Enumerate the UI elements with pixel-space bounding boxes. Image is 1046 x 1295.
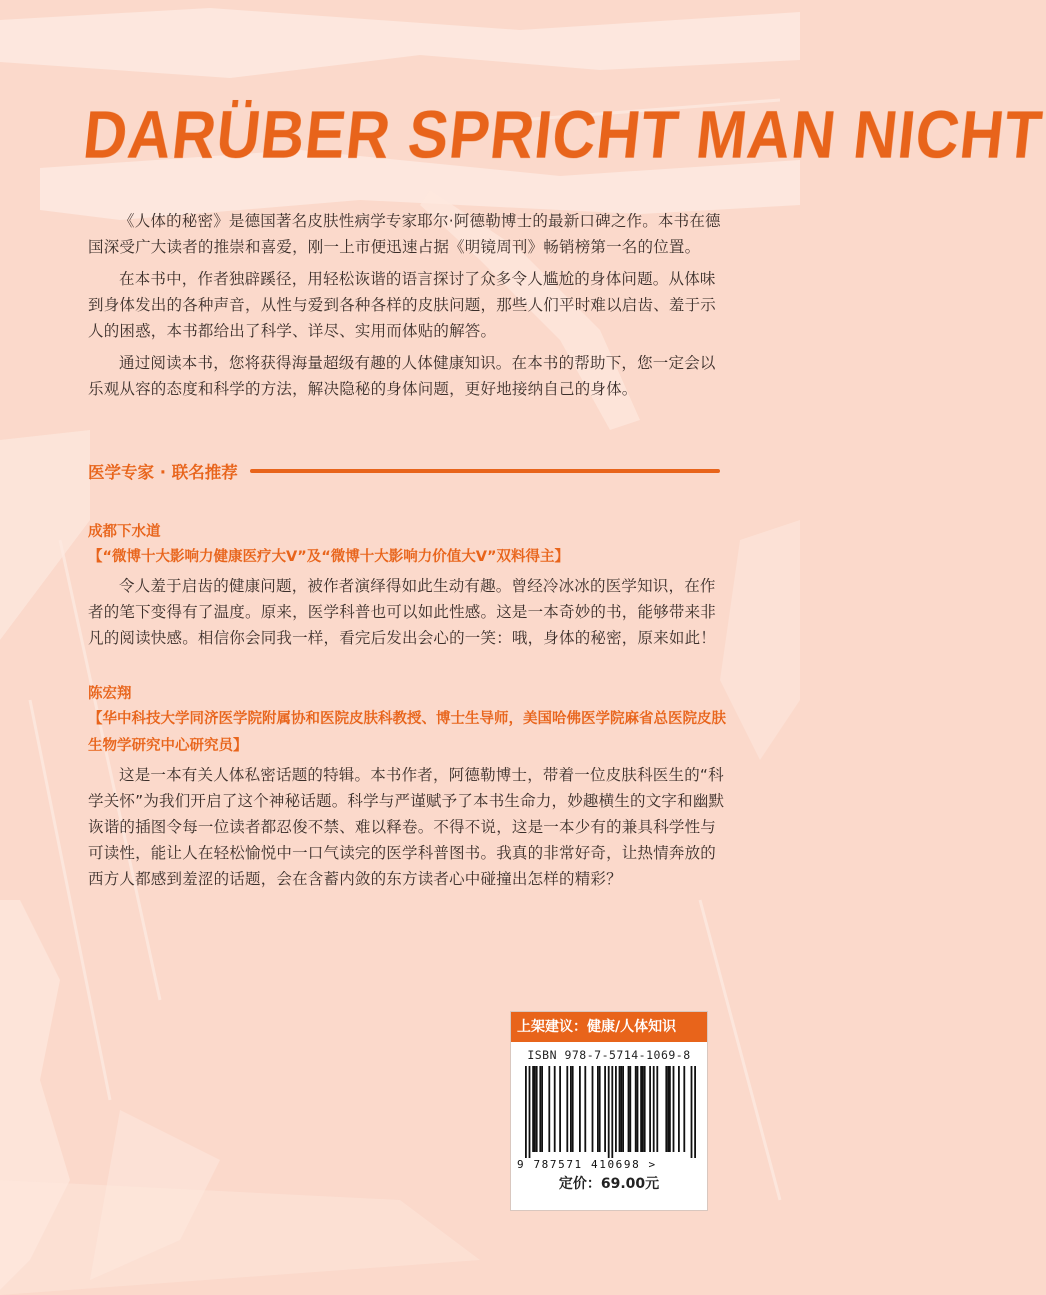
barcode-digits: 9 787571 410698 > bbox=[517, 1158, 657, 1171]
barcode-bar bbox=[640, 1066, 642, 1152]
barcode-bar bbox=[541, 1066, 543, 1152]
barcode-bar bbox=[642, 1066, 644, 1152]
barcode-bar bbox=[572, 1066, 574, 1152]
expert-recommendation bbox=[88, 682, 728, 898]
barcode-bar bbox=[649, 1066, 651, 1152]
barcode-bar bbox=[644, 1066, 646, 1152]
barcode-bar bbox=[608, 1066, 610, 1158]
expert-name: 成都下水道 bbox=[88, 524, 161, 540]
barcode-bar bbox=[667, 1066, 669, 1152]
book-title: DARÜBER SPRICHT MAN NICHT bbox=[79, 97, 1046, 173]
barcode-bar bbox=[525, 1066, 527, 1158]
description-paragraph: 《人体的秘密》是德国著名皮肤性病学专家耶尔·阿德勒博士的最新口碑之作。本书在德国深受广大读者的推崇和喜爱，刚一上市便迅速占据《明镜周刊》畅销榜第一名的位置。 bbox=[88, 212, 721, 256]
barcode-bar bbox=[566, 1066, 568, 1152]
barcode-bar bbox=[584, 1066, 586, 1152]
barcode-bar bbox=[620, 1066, 622, 1152]
barcode-bar bbox=[694, 1066, 696, 1158]
barcode-bar bbox=[678, 1066, 680, 1152]
expert-name: 陈宏翔 bbox=[88, 686, 132, 702]
isbn-number: ISBN 978-7-5714-1069-8 bbox=[527, 1048, 691, 1062]
expert-recommendation bbox=[88, 520, 728, 657]
barcode-bar bbox=[691, 1066, 693, 1158]
barcode-bar bbox=[534, 1066, 536, 1152]
description-paragraph: 在本书中，作者独辟蹊径，用轻松诙谐的语言探讨了众多令人尴尬的身体问题。从体味到身体发出的各种声音，从性与爱到各种各样的皮肤问题，那些人们平时难以启齿、羞于示人的困惑，本书都给出了科学、详尽、实用而体贴的解答。 bbox=[88, 270, 717, 340]
book-description bbox=[88, 208, 728, 408]
barcode-bar bbox=[669, 1066, 671, 1152]
barcode-bar bbox=[548, 1066, 550, 1152]
expert-quote: 令人羞于启齿的健康问题，被作者演绎得如此生动有趣。曾经冷冰冰的医学知识，在作者的笔下变得有了温度。原来，医学科普也可以如此性感。这是一本奇妙的书，能够带来非凡的阅读快感。相信你会同我一样，看完后发出会心的一笑：哦，身体的秘密，原来如此！ bbox=[88, 577, 717, 647]
barcode-bar bbox=[529, 1066, 531, 1158]
barcode-bar bbox=[683, 1066, 685, 1152]
barcode-bar bbox=[554, 1066, 556, 1152]
barcode-bar bbox=[539, 1066, 541, 1152]
section-divider bbox=[250, 469, 720, 473]
barcode-bar bbox=[628, 1066, 630, 1152]
barcode-bar bbox=[656, 1066, 658, 1152]
price-label: 定价：69.00元 bbox=[558, 1176, 660, 1192]
barcode-bar bbox=[653, 1066, 655, 1152]
shelf-category-label: 上架建议：健康/人体知识 bbox=[511, 1012, 707, 1042]
barcode-bar bbox=[629, 1066, 631, 1152]
expert-quote: 这是一本有关人体私密话题的特辑。本书作者，阿德勒博士，带着一位皮肤科医生的“科学关怀”为我们开启了这个神秘话题。科学与严谨赋予了本书生命力，妙趣横生的文字和幽默诙谐的插图令每一位读者都忍俊不禁、难以释卷。不得不说，这是一本少有的兼具科学性与可读性，能让人在轻松愉悦中一口气读完的医学科普图书。我真的非常好奇，让热情奔放的西方人都感到羞涩的话题，会在含蓄内敛的东方读者心中碰撞出怎样的精彩？ bbox=[88, 766, 725, 888]
barcode-bar bbox=[619, 1066, 621, 1152]
barcode-bar bbox=[579, 1066, 581, 1152]
barcode-bar bbox=[615, 1066, 617, 1152]
recommendations-header bbox=[88, 456, 720, 486]
barcode-bar bbox=[597, 1066, 599, 1152]
barcode-bar bbox=[532, 1066, 534, 1152]
barcode-bar bbox=[559, 1066, 561, 1152]
description-paragraph: 通过阅读本书，您将获得海量超级有趣的人体健康知识。在本书的帮助下，您一定会以乐观从容的态度和科学的方法，解决隐秘的身体问题，更好地接纳自己的身体。 bbox=[88, 354, 716, 398]
barcode-graphic bbox=[517, 1064, 703, 1160]
barcode-bar bbox=[570, 1066, 572, 1152]
barcode-bar bbox=[673, 1066, 675, 1152]
barcode-bar bbox=[622, 1066, 624, 1152]
section-title: 医学专家 · 联名推荐 bbox=[88, 463, 238, 482]
barcode-bar bbox=[665, 1066, 667, 1152]
barcode-bar bbox=[635, 1066, 637, 1152]
barcode-bar bbox=[604, 1066, 606, 1152]
barcode-bar bbox=[536, 1066, 538, 1152]
barcode-bar bbox=[611, 1066, 613, 1158]
barcode-panel bbox=[510, 1011, 708, 1211]
barcode-bar bbox=[592, 1066, 594, 1152]
expert-credentials: 【华中科技大学同济医学院附属协和医院皮肤科教授、博士生导师，美国哈佛医学院麻省总医院皮肤生物学研究中心研究员】 bbox=[88, 711, 726, 754]
barcode-bar bbox=[637, 1066, 639, 1152]
expert-credentials: 【“微博十大影响力健康医疗大V”及“微博十大影响力价值大V”双料得主】 bbox=[88, 549, 570, 565]
barcode-bar bbox=[599, 1066, 601, 1152]
